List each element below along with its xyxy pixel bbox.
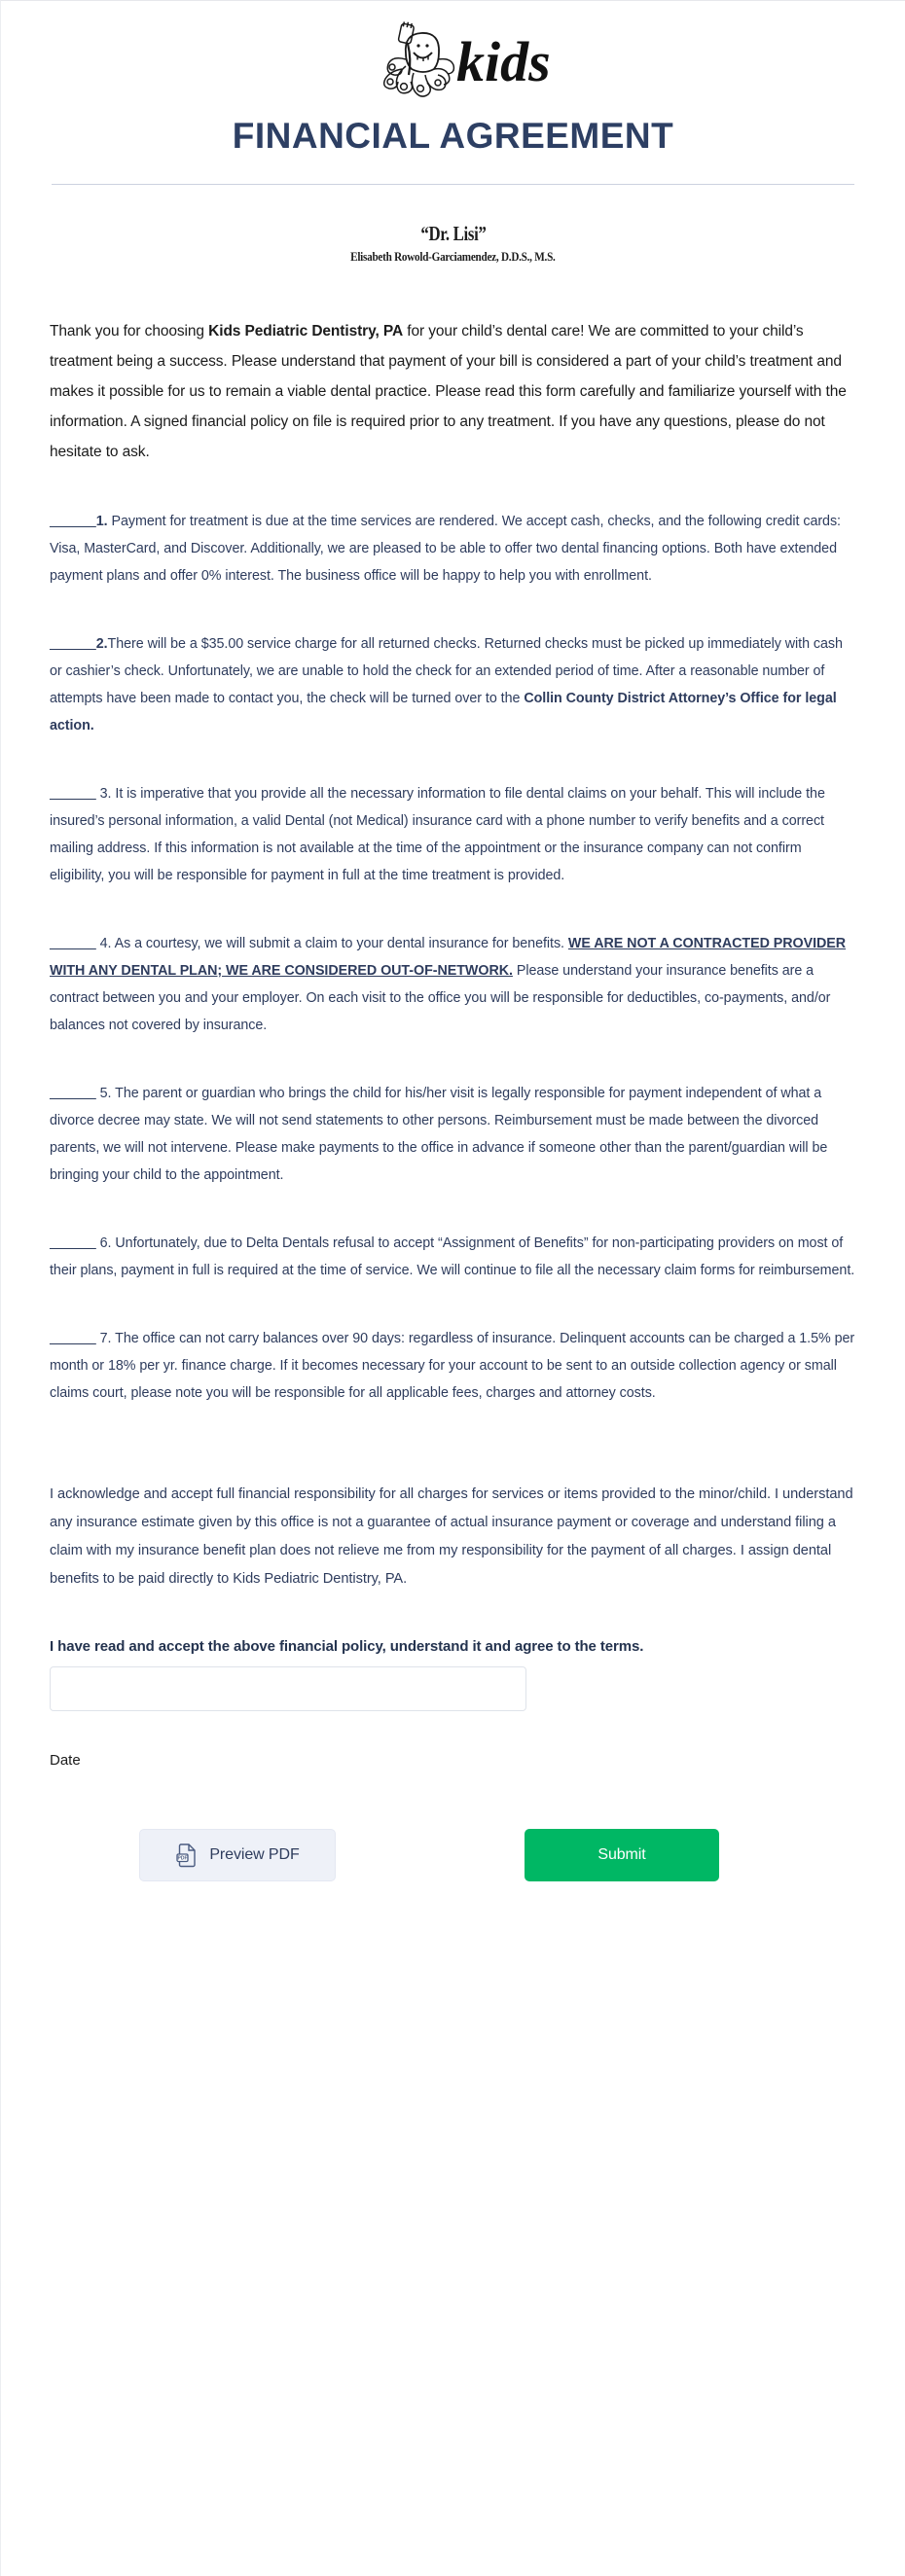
header-divider <box>52 184 854 185</box>
clause-4-text: As a courtesy, we will submit a claim to your dental insurance for benefits. <box>111 936 568 951</box>
doctor-nickname: “Dr. Lisi” <box>419 222 487 245</box>
clause-1-text: Payment for treatment is due at the time services are rendered. We accept cash, checks, and the following credit cards: Visa, MasterCard, and Discover. Additionally, we are pleased to be able to offer two dental financing options. Both have extended payment plans and offer 0% interest. The business office will be happy to help you with enrollment. <box>50 514 841 584</box>
clause-3-blank[interactable]: ______ <box>50 786 96 802</box>
intro-before: Thank you for choosing <box>50 323 209 340</box>
clause-7-text: The office can not carry balances over 90 days: regardless of insurance. Delinquent accounts can be charged a 1.5% per month or 18% per yr. finance charge. If it becomes necessary for your account to be sent to an outside collection agency or small claims court, please note you will be responsible for all applicable fees, charges and attorney costs. <box>50 1331 855 1401</box>
clause-5-number: 5. <box>95 1086 112 1101</box>
practice-name: Kids Pediatric Dentistry, PA <box>208 323 404 340</box>
clause-7 <box>50 1325 856 1407</box>
signature-input[interactable] <box>50 1666 526 1711</box>
clause-4 <box>50 930 856 1039</box>
clause-6-number: 6. <box>95 1235 112 1251</box>
clause-7-number: 7. <box>95 1331 112 1346</box>
submit-button[interactable]: Submit <box>525 1829 719 1881</box>
clause-3-text: It is imperative that you provide all the necessary information to file dental claims on your behalf. This will include the insured’s personal information, a valid Dental (not Medical) insurance card with a phone number to verify benefits and a correct mailing address. If this information is not available at the time of the appointment or the insurance company can not confirm eligibility, you will be responsible for payment in full at the time treatment is provided. <box>50 786 825 883</box>
clause-5-blank[interactable]: ______ <box>50 1086 96 1101</box>
clause-4-number: 4. <box>95 936 112 951</box>
clause-1-blank[interactable]: ______ <box>50 514 96 529</box>
clause-3-number: 3. <box>95 786 112 802</box>
intro-after: for your child’s dental care! We are committed to your child’s treatment being a success. Please understand that payment of your bill is considered a part of your child’s treatment and makes it possible for us to remain a viable dental practice. Please read this form carefully and familiarize yourself with the information. A signed financial policy on file is required prior to any treatment. If you have any questions, please do not hesitate to ask. <box>50 323 847 460</box>
doctor-credentials: Elisabeth Rowold-Garciamendez, D.D.S., M.S. <box>350 249 556 264</box>
clause-6 <box>50 1230 856 1284</box>
clause-1-number: 1. <box>95 514 108 529</box>
clause-4-text-after: Please understand your insurance benefits are a contract between you and your employer. On each visit to the office you will be responsible for deductibles, co-payments, and/or balances not covered by insurance. <box>50 963 831 1033</box>
clause-2 <box>50 630 856 739</box>
clause-3 <box>50 780 856 889</box>
form-actions <box>1 1829 905 1940</box>
accept-terms-heading: I have read and accept the above financial policy, understand it and agree to the terms. <box>50 1638 644 1655</box>
clause-4-blank[interactable]: ______ <box>50 936 96 951</box>
clause-2-number: 2. <box>95 636 108 652</box>
clause-7-blank[interactable]: ______ <box>50 1331 96 1346</box>
clause-6-text: Unfortunately, due to Delta Dentals refusal to accept “Assignment of Benefits” for non-participating providers on most of their plans, payment in full is required at the time of service. We will continue to file all the necessary claim forms for reimbursement. <box>50 1235 855 1278</box>
page-title: FINANCIAL AGREEMENT <box>232 116 674 156</box>
clause-2-bold-tail: Collin County District Attorney’s Office for legal action. <box>50 691 837 733</box>
logo-wordmark: kids <box>455 30 551 93</box>
clause-6-blank[interactable]: ______ <box>50 1235 96 1251</box>
acknowledgment-paragraph: I acknowledge and accept full financial responsibility for all charges for services or items provided to the minor/child. I understand any insurance estimate given by this office is not a guarantee of actual insurance payment or coverage and understand filing a claim with my insurance benefit plan does not relieve me from my responsibility for the payment of all charges. I assign dental benefits to be paid directly to Kids Pediatric Dentistry, PA. <box>50 1486 853 1587</box>
doctor-signature-block <box>1 222 905 266</box>
clause-4-emphasis: WE ARE NOT A CONTRACTED PROVIDER WITH ANY DENTAL PLAN; WE ARE CONSIDERED OUT-OF-NETWORK. <box>50 936 847 979</box>
document-body <box>1 316 905 1769</box>
practice-logo <box>1 1 905 106</box>
clause-5 <box>50 1080 856 1189</box>
svg-text:PDF: PDF <box>177 1855 188 1862</box>
clause-5-text: The parent or guardian who brings the child for his/her visit is legally responsible for payment independent of what a divorce decree may state. We will not send statements to other persons. Reimbursement must be made between the divorced parents, we will not intervene. Please make payments to the office in advance if someone other than the parent/guardian will be bringing your child to the appointment. <box>50 1086 828 1183</box>
date-label: Date <box>50 1752 81 1769</box>
clause-2-text: There will be a $35.00 service charge for all returned checks. Returned checks must be picked up immediately with cash or cashier’s check. Unfortunately, we are unable to hold the check for an extended period of time. After a reasonable number of attempts have been made to contact you, the check will be turned over to the <box>50 636 843 706</box>
intro-paragraph <box>50 316 856 467</box>
octopus-tooth-kids-logo-icon <box>342 20 565 104</box>
pdf-file-icon <box>175 1843 199 1868</box>
preview-pdf-label: Preview PDF <box>209 1846 300 1863</box>
clause-1 <box>50 508 856 590</box>
preview-pdf-button[interactable] <box>139 1829 336 1881</box>
clause-2-blank[interactable]: ______ <box>50 636 96 652</box>
